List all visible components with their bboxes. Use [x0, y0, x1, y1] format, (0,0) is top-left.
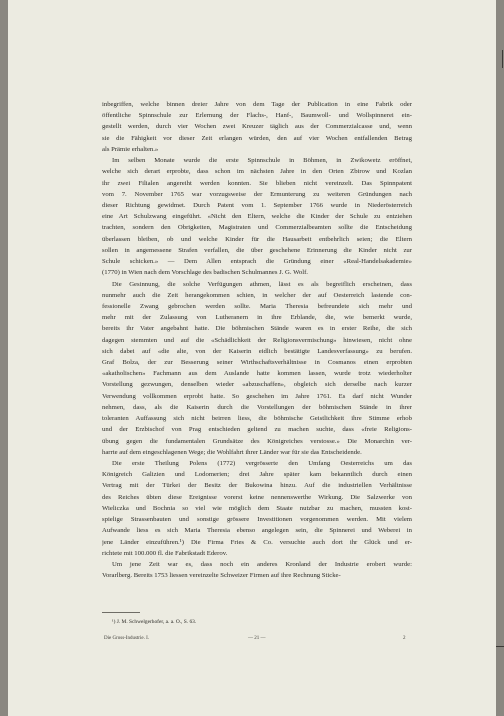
text-line: Verwendung vollkommen erprobt hatte. So geschehen im Jahre 1761. Es darf nicht Wunder	[102, 392, 412, 400]
body-text	[102, 99, 412, 581]
text-line: bereits ihr Vater angebahnt hatte. Die böhmischen Stände waren es in erster Reihe, die sich	[102, 325, 412, 333]
text-line: öffentliche Spinnschule zur Erlernung der Flachs-, Hanf-, Baumwoll- und Wollspinnerei ein-	[102, 112, 412, 120]
text-line: inbegriffen, welche binnen dreier Jahre von dem Tage der Publication in eine Fabrik oder	[102, 101, 412, 108]
text-line: Wieliczka und Bochnia so viel wie möglich dem Staate nutzbar zu machen, mussten kost-	[102, 504, 412, 512]
text-line: welche sich derart erprobte, dass schon im nächsten Jahre in den Orten Zbirow und Kozlan	[102, 168, 412, 176]
text-line: übung gegen die fundamentalen Grundsätze des Königreiches verstosse.» Die Monarchin ver-	[102, 437, 412, 445]
text-line: «akatholischen» Fachmann aus dem Auslande hatte kommen lassen, wurde trotz wiederholter	[102, 370, 412, 378]
text-line: des Reiches übten diese Ereignisse vorerst keine nennenswerthe Wirkung. Die Salzwerke von	[102, 493, 412, 501]
footnote: ¹) J. M. Schwelgerhofer, a. a. O., S. 63.	[112, 619, 197, 625]
text-line: gestellt werden, durch vier Wochen zwei Kreuzer täglich aus der Commerzialcasse und, wenn	[102, 123, 412, 131]
text-line: mehr mit der Zulassung von Lutheranern in ihre Erblande, die, wie bemerkt wurde,	[102, 314, 412, 322]
signature-mark: 2	[403, 636, 406, 641]
text-line: Graf Bolza, der zur Besserung seiner Wirthschaftsverhältnisse in Cosmanos einen erprobten	[102, 359, 412, 367]
text-line: spielige Strassenbauten und sonstige grössere Investitionen vorgenommen werden. Mit vielem	[102, 516, 412, 524]
text-line: harrte auf dem eingeschlagenen Wege; die Wohlfahrt ihrer Länder war für sie das Entscheidende.	[102, 448, 362, 456]
text-line: Vorarlberg. Bereits 1753 liessen vereinzelte Schweizer Firmen auf ihre Rechnung Sticke-	[102, 572, 341, 580]
signature-left: Die Gross-Industrie. I.	[104, 636, 149, 641]
text-line: und der Erzbischof von Prag entschieden geltend zu machen suchte, dass «freie Religions-	[102, 426, 412, 434]
text-line: vom 7. November 1765 war vorzugsweise der Ermunterung zu weiteren Gründungen nach	[102, 190, 412, 198]
text-line: sie die Fähigkeit vor dieser Zeit erlangen würden, den auf vier Wochen entfallenden Betrag	[102, 134, 412, 142]
text-line: Die Gesinnung, die solche Verfügungen athmen, lässt es als begreiflich erscheinen, dass	[112, 280, 412, 288]
text-line: jene Länder einzuführen.¹) Die Firma Fries & Co. versuchte auch dort ihr Glück und er-	[102, 538, 412, 546]
text-line: Die erste Theilung Polens (1772) vergrösserte den Umfang Oesterreichs um das	[112, 460, 412, 467]
trim-mark	[496, 646, 504, 647]
text-line: richtete mit 100.000 fl. die Fabrikstadt Ederov.	[102, 549, 228, 557]
footnote-rule	[102, 612, 140, 613]
page-number: — 21 —	[248, 636, 266, 641]
book-page	[8, 0, 496, 716]
text-line: dieser Richtung gewidmet. Durch Patent vom 1. September 1766 wurde in Niederösterreich	[102, 201, 412, 209]
text-line: sollen in angemessene Strafen verfallen, die über geschehene Erinnerung die Kinder nicht zur	[102, 246, 412, 254]
text-line: (1770) in Wien nach dem Vorschlage des badischen Schulmannes J. G. Wolf.	[102, 269, 308, 277]
text-line: überlassen bleiben, ob und welche Kinder für die Hausarbeit entbehrlich seien; die Eltern	[102, 235, 412, 243]
text-line: Um jene Zeit war es, dass noch ein anderes Kronland der Industrie erobert wurde:	[112, 560, 412, 568]
text-line: sich dabei auf «die alte, von der Kaiserin eidlich bestätigte Landesverfassung» zu berufen.	[102, 347, 412, 355]
trim-mark	[502, 50, 503, 68]
text-line: dagegen stemmten und auf die «Schädlichkeit der Religionsvermischung» hinwiesen, nicht ohne	[102, 336, 412, 344]
text-line: Aufwande liess es sich Maria Theresia ebenso angelegen sein, die Spinnerei und Weberei in	[102, 527, 412, 535]
text-line: nunmehr auch die Zeit herangekommen schien, in welcher der auf Oesterreich lastende con-	[102, 291, 412, 299]
text-line: nehmen, dass, als die Kaiserin durch die Vorstellungen der böhmischen Stände in ihrer	[102, 403, 412, 411]
text-line: als Prämie erhalten.»	[102, 145, 159, 153]
text-line: Vorstellung gezwungen, denselben wieder «abzuschaffen», obgleich sich derselbe nach kurzer	[102, 381, 412, 389]
text-line: Königreich Galizien und Lodomerien; drei Jahre später kam bekanntlich durch einen	[102, 471, 412, 479]
text-line: eine Art Schulzwang eingeführt. «Nicht den Eltern, welche die Kinder der Schule zu entziehen	[102, 213, 412, 221]
text-line: trachten, sondern den Obrigkeiten, Magistraten und Commerzialbeamten sollte die Entscheidung	[102, 224, 412, 232]
text-line: Im selben Monate wurde die erste Spinnschule in Böhmen, in Zwikowetz eröffnet,	[112, 157, 412, 165]
text-line: fessionelle Zwang gebrochen werden sollte. Maria Theresia befreundete sich mehr und	[102, 302, 412, 310]
text-line: ihr zwei Filialen angereiht werden konnten. Sie blieben nicht vereinzelt. Das Spinnpatent	[102, 179, 412, 187]
text-line: toleranten Auffassung sich nicht beirren liess, die böhmische Geistlichkeit ihre Stimme erhob	[102, 415, 412, 423]
text-line: Schule schicken.» — Dem Allen entsprach die Gründung einer «Real-Handelsakademie»	[102, 258, 412, 266]
text-line: Vertrag mit der Türkei der Besitz der Bukowina hinzu. Auf die industriellen Verhältnisse	[102, 482, 412, 490]
